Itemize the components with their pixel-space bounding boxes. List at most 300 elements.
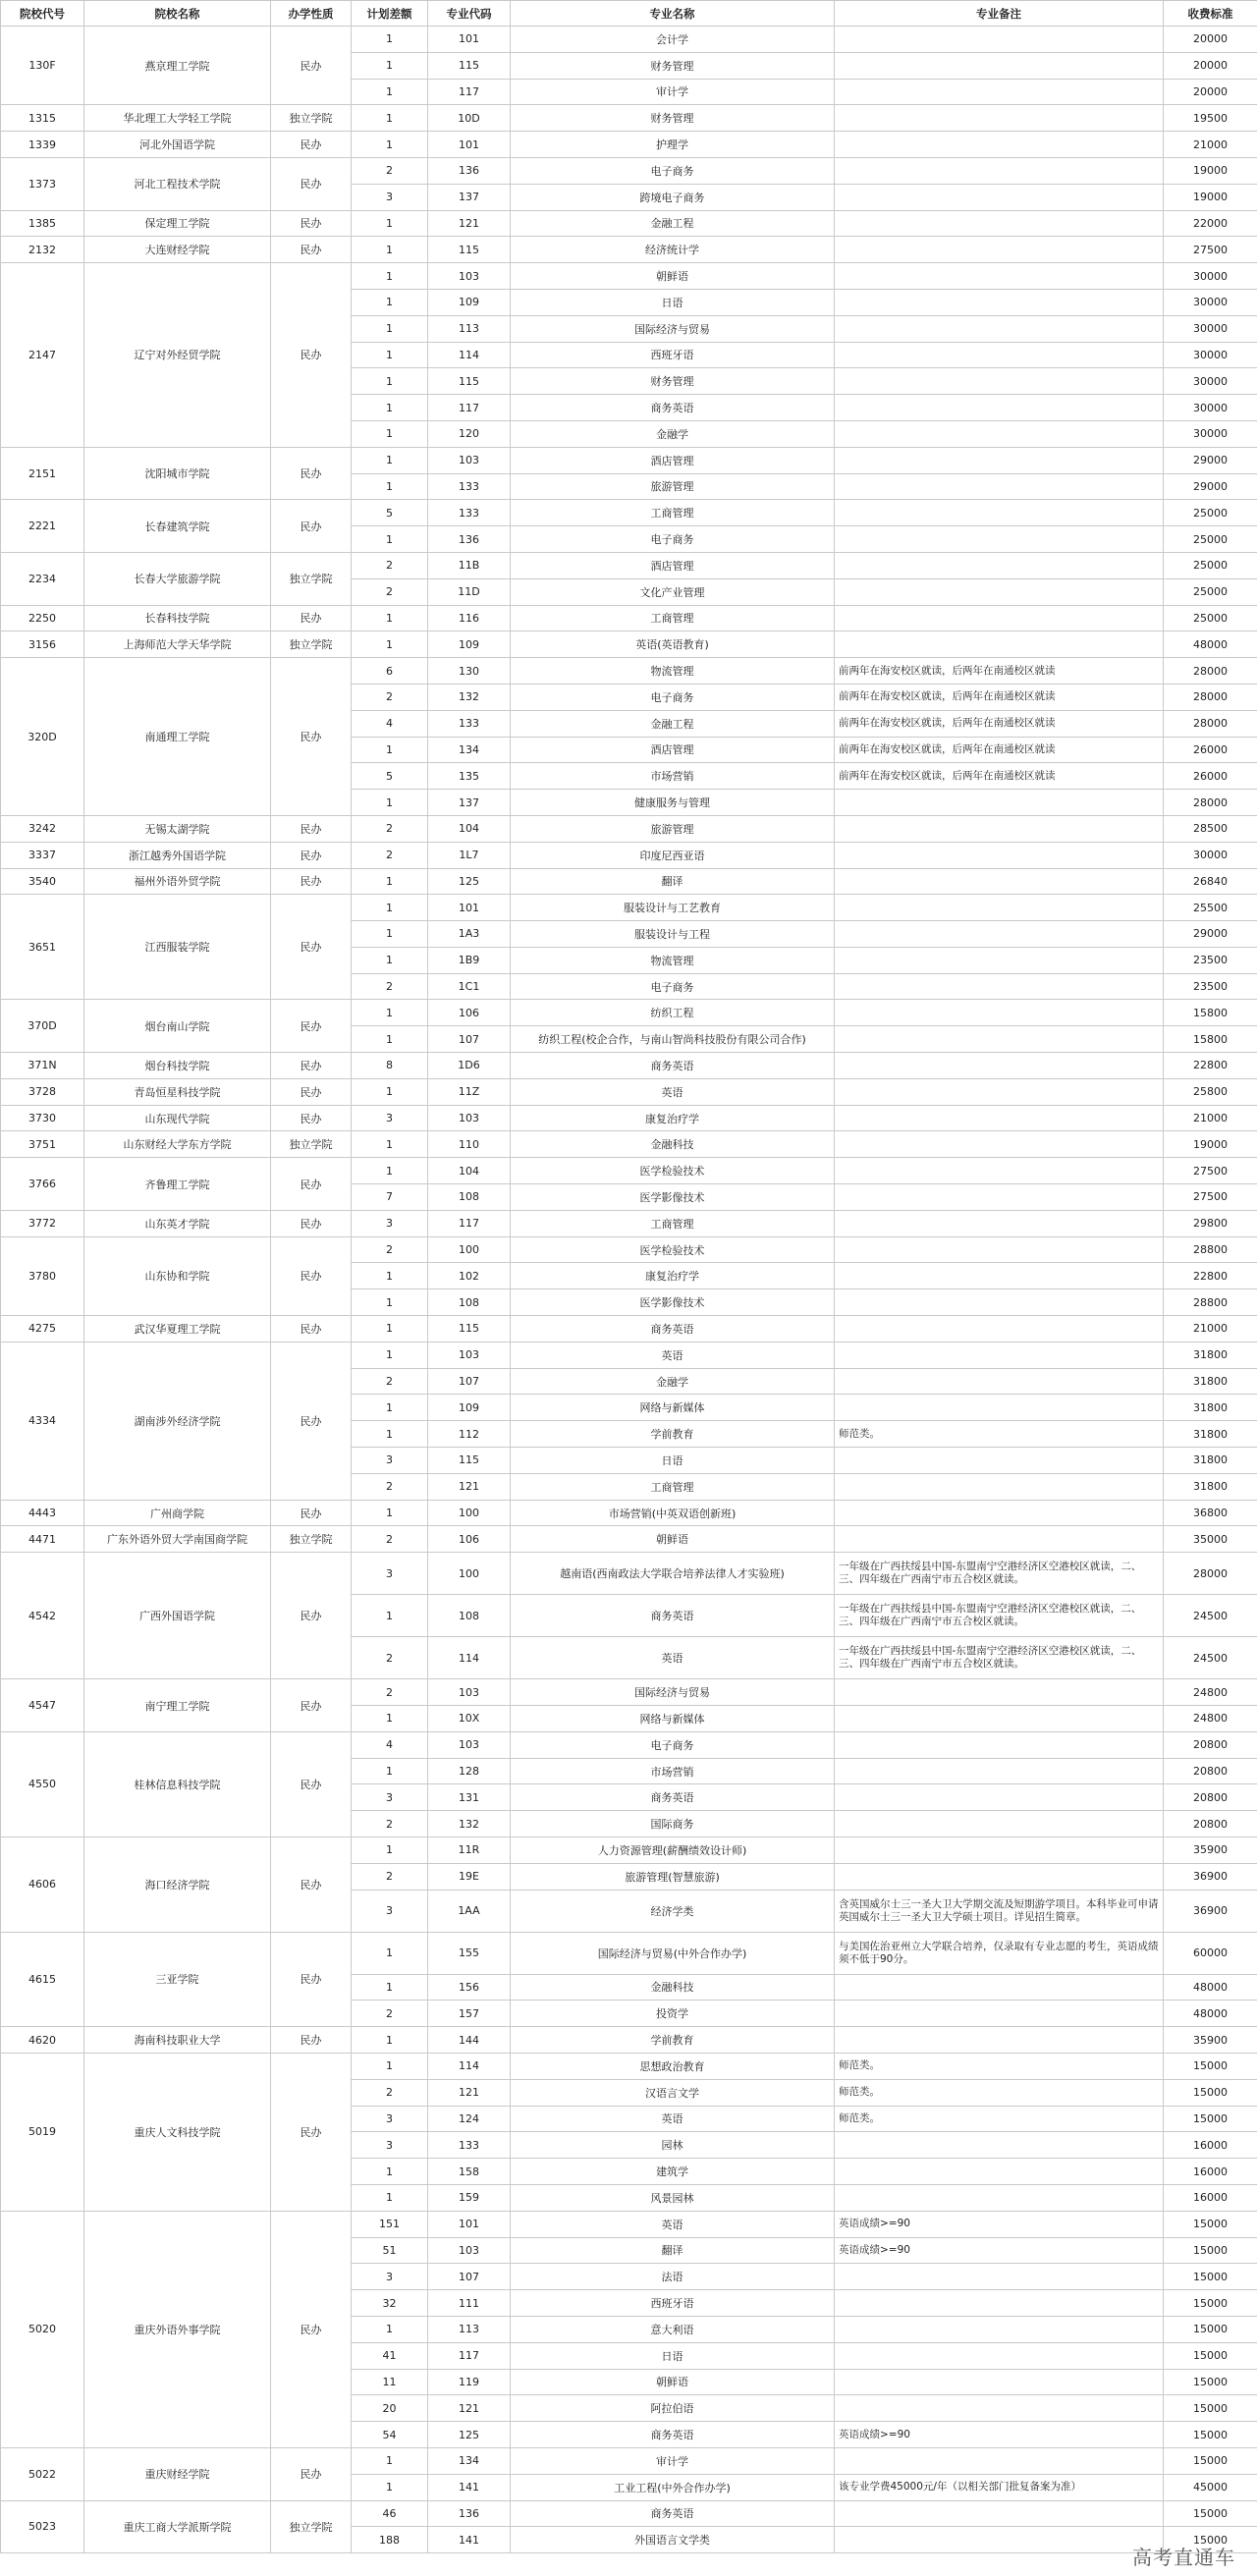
school-code-cell: 3766: [1, 1158, 84, 1211]
school-type-cell: 民办: [271, 2211, 352, 2447]
school-code-cell: 3337: [1, 842, 84, 868]
table-row: [1, 500, 1257, 526]
major-code-cell: 102: [428, 1263, 511, 1289]
major-name-cell: 西班牙语: [511, 342, 835, 368]
table-row: [1, 2500, 1257, 2527]
major-name-cell: 英语(英语教育): [511, 631, 835, 658]
tuition-cell: 15000: [1164, 2106, 1257, 2132]
major-name-cell: 学前教育: [511, 1421, 835, 1448]
school-type-cell: 民办: [271, 1053, 352, 1079]
school-name-cell: 福州外语外贸学院: [84, 868, 271, 895]
major-note-cell: [835, 184, 1164, 210]
school-code-cell: 4606: [1, 1837, 84, 1933]
plan-gap-cell: 1: [352, 2316, 428, 2342]
major-note-cell: [835, 947, 1164, 973]
table-row: [1, 552, 1257, 578]
major-code-cell: 106: [428, 1000, 511, 1026]
table-header: [1, 1, 1257, 27]
school-code-cell: 4615: [1, 1932, 84, 2027]
major-name-cell: 商务英语: [511, 1595, 835, 1637]
column-header: 收费标准: [1164, 1, 1257, 27]
school-type-cell: 独立学院: [271, 631, 352, 658]
major-name-cell: 国际经济与贸易: [511, 1679, 835, 1706]
tuition-cell: 30000: [1164, 842, 1257, 868]
major-code-cell: 156: [428, 1974, 511, 2001]
school-name-cell: 广州商学院: [84, 1500, 271, 1526]
school-code-cell: 371N: [1, 1053, 84, 1079]
table-row: [1, 1500, 1257, 1526]
major-note-cell: [835, 1236, 1164, 1263]
column-header: 专业代码: [428, 1, 511, 27]
school-code-cell: 5022: [1, 2447, 84, 2500]
school-code-cell: 4275: [1, 1316, 84, 1343]
major-name-cell: 物流管理: [511, 947, 835, 973]
table-row: [1, 1053, 1257, 1079]
major-note-cell: [835, 1026, 1164, 1053]
table-row: [1, 1210, 1257, 1236]
major-note-cell: [835, 2132, 1164, 2159]
major-name-cell: 财务管理: [511, 52, 835, 79]
major-note-cell: [835, 1263, 1164, 1289]
table-row: [1, 1342, 1257, 1368]
major-note-cell: [835, 1368, 1164, 1395]
major-code-cell: 133: [428, 710, 511, 737]
major-note-cell: [835, 395, 1164, 421]
school-code-cell: 3728: [1, 1078, 84, 1105]
tuition-cell: 19500: [1164, 105, 1257, 132]
school-type-cell: 民办: [271, 27, 352, 105]
tuition-cell: 16000: [1164, 2184, 1257, 2211]
major-name-cell: 越南语(西南政法大学联合培养法律人才实验班): [511, 1553, 835, 1595]
school-type-cell: 民办: [271, 1553, 352, 1679]
tuition-cell: 30000: [1164, 289, 1257, 315]
table-row: [1, 210, 1257, 237]
plan-gap-cell: 1: [352, 1026, 428, 1053]
major-note-cell: [835, 815, 1164, 842]
plan-gap-cell: 1: [352, 1158, 428, 1184]
tuition-cell: 28800: [1164, 1289, 1257, 1316]
column-header: 专业名称: [511, 1, 835, 27]
tuition-cell: 27500: [1164, 1158, 1257, 1184]
plan-gap-cell: 3: [352, 2264, 428, 2290]
plan-gap-cell: 2: [352, 1679, 428, 1706]
major-note-cell: 前两年在海安校区就读，后两年在南通校区就读: [835, 763, 1164, 790]
major-name-cell: 商务英语: [511, 2422, 835, 2448]
major-code-cell: 103: [428, 1679, 511, 1706]
column-header: 计划差额: [352, 1, 428, 27]
major-note-cell: [835, 1131, 1164, 1158]
major-code-cell: 114: [428, 342, 511, 368]
tuition-cell: 48000: [1164, 1974, 1257, 2001]
tuition-cell: 25000: [1164, 605, 1257, 631]
major-name-cell: 投资学: [511, 2001, 835, 2027]
major-note-cell: [835, 842, 1164, 868]
table-body: [1, 27, 1257, 2553]
major-name-cell: 朝鲜语: [511, 2369, 835, 2395]
major-code-cell: 155: [428, 1932, 511, 1974]
major-code-cell: 136: [428, 157, 511, 184]
major-note-cell: [835, 2027, 1164, 2054]
major-note-cell: [835, 2369, 1164, 2395]
major-note-cell: [835, 132, 1164, 158]
tuition-cell: 29000: [1164, 473, 1257, 500]
major-name-cell: 电子商务: [511, 526, 835, 553]
tuition-cell: 27500: [1164, 237, 1257, 263]
major-name-cell: 旅游管理(智慧旅游): [511, 1863, 835, 1890]
school-name-cell: 长春大学旅游学院: [84, 552, 271, 605]
school-code-cell: 3651: [1, 895, 84, 1000]
tuition-cell: 15000: [1164, 2316, 1257, 2342]
school-type-cell: 独立学院: [271, 1526, 352, 1553]
major-code-cell: 132: [428, 684, 511, 710]
plan-gap-cell: 2: [352, 815, 428, 842]
table-row: [1, 2027, 1257, 2054]
school-type-cell: 民办: [271, 1158, 352, 1211]
major-name-cell: 医学检验技术: [511, 1236, 835, 1263]
plan-gap-cell: 3: [352, 1784, 428, 1811]
major-name-cell: 英语: [511, 1637, 835, 1679]
table-row: [1, 1105, 1257, 1131]
major-note-cell: [835, 2316, 1164, 2342]
major-code-cell: 107: [428, 1026, 511, 1053]
school-code-cell: 4620: [1, 2027, 84, 2054]
major-code-cell: 117: [428, 79, 511, 105]
major-name-cell: 日语: [511, 1448, 835, 1474]
major-code-cell: 109: [428, 631, 511, 658]
major-name-cell: 商务英语: [511, 2500, 835, 2527]
major-note-cell: [835, 921, 1164, 948]
plan-gap-cell: 1: [352, 1000, 428, 1026]
major-code-cell: 115: [428, 1316, 511, 1343]
major-code-cell: 115: [428, 1448, 511, 1474]
tuition-cell: 15000: [1164, 2342, 1257, 2369]
major-code-cell: 11B: [428, 552, 511, 578]
major-code-cell: 103: [428, 263, 511, 290]
plan-gap-cell: 5: [352, 500, 428, 526]
major-code-cell: 121: [428, 1473, 511, 1500]
major-code-cell: 104: [428, 1158, 511, 1184]
school-name-cell: 齐鲁理工学院: [84, 1158, 271, 1211]
plan-gap-cell: 1: [352, 420, 428, 447]
tuition-cell: 27500: [1164, 1184, 1257, 1211]
tuition-cell: 26000: [1164, 737, 1257, 763]
school-code-cell: 2234: [1, 552, 84, 605]
major-name-cell: 医学检验技术: [511, 1158, 835, 1184]
tuition-cell: 19000: [1164, 184, 1257, 210]
major-code-cell: 10X: [428, 1706, 511, 1732]
major-name-cell: 电子商务: [511, 684, 835, 710]
tuition-cell: 16000: [1164, 2132, 1257, 2159]
table-row: [1, 1316, 1257, 1343]
major-code-cell: 117: [428, 2342, 511, 2369]
major-name-cell: 日语: [511, 2342, 835, 2369]
major-code-cell: 124: [428, 2106, 511, 2132]
plan-gap-cell: 4: [352, 1731, 428, 1758]
table-row: [1, 1158, 1257, 1184]
major-note-cell: [835, 27, 1164, 53]
plan-gap-cell: 1: [352, 342, 428, 368]
plan-gap-cell: 4: [352, 710, 428, 737]
tuition-cell: 21000: [1164, 132, 1257, 158]
major-name-cell: 电子商务: [511, 157, 835, 184]
tuition-cell: 31800: [1164, 1368, 1257, 1395]
plan-gap-cell: 11: [352, 2369, 428, 2395]
major-note-cell: [835, 500, 1164, 526]
tuition-cell: 21000: [1164, 1105, 1257, 1131]
tuition-cell: 19000: [1164, 1131, 1257, 1158]
school-type-cell: 民办: [271, 1105, 352, 1131]
tuition-cell: 25000: [1164, 500, 1257, 526]
major-note-cell: [835, 2447, 1164, 2474]
plan-gap-cell: 2: [352, 973, 428, 1000]
school-code-cell: 4443: [1, 1500, 84, 1526]
plan-gap-cell: 2: [352, 684, 428, 710]
plan-gap-cell: 20: [352, 2395, 428, 2422]
tuition-cell: 22000: [1164, 210, 1257, 237]
plan-gap-cell: 2: [352, 552, 428, 578]
table-row: [1, 1731, 1257, 1758]
school-code-cell: 2250: [1, 605, 84, 631]
tuition-cell: 15000: [1164, 2237, 1257, 2264]
plan-gap-cell: 1: [352, 237, 428, 263]
major-code-cell: 1C1: [428, 973, 511, 1000]
major-note-cell: [835, 2001, 1164, 2027]
major-name-cell: 康复治疗学: [511, 1263, 835, 1289]
plan-gap-cell: 1: [352, 2053, 428, 2079]
major-name-cell: 风景园林: [511, 2184, 835, 2211]
tuition-cell: 15000: [1164, 2447, 1257, 2474]
major-note-cell: 师范类。: [835, 1421, 1164, 1448]
school-code-cell: 5023: [1, 2500, 84, 2553]
table-row: [1, 263, 1257, 290]
major-name-cell: 服装设计与工程: [511, 921, 835, 948]
plan-gap-cell: 2: [352, 157, 428, 184]
table-row: [1, 157, 1257, 184]
school-type-cell: 民办: [271, 1236, 352, 1315]
tuition-cell: 20800: [1164, 1758, 1257, 1784]
major-name-cell: 酒店管理: [511, 552, 835, 578]
major-code-cell: 103: [428, 1105, 511, 1131]
plan-gap-cell: 1: [352, 895, 428, 921]
major-code-cell: 157: [428, 2001, 511, 2027]
header-row: [1, 1, 1257, 27]
major-name-cell: 国际经济与贸易: [511, 315, 835, 342]
major-note-cell: [835, 237, 1164, 263]
school-type-cell: 民办: [271, 658, 352, 816]
major-note-cell: [835, 263, 1164, 290]
plan-gap-cell: 6: [352, 658, 428, 685]
plan-gap-cell: 1: [352, 473, 428, 500]
school-code-cell: 3751: [1, 1131, 84, 1158]
major-note-cell: [835, 1000, 1164, 1026]
major-note-cell: [835, 1526, 1164, 1553]
table-row: [1, 1000, 1257, 1026]
major-note-cell: 师范类。: [835, 2053, 1164, 2079]
major-code-cell: 103: [428, 1731, 511, 1758]
tuition-cell: 30000: [1164, 263, 1257, 290]
school-type-cell: 民办: [271, 157, 352, 210]
table-row: [1, 1078, 1257, 1105]
major-name-cell: 健康服务与管理: [511, 790, 835, 816]
major-code-cell: 19E: [428, 1863, 511, 1890]
major-note-cell: [835, 1395, 1164, 1421]
major-name-cell: 旅游管理: [511, 815, 835, 842]
tuition-cell: 45000: [1164, 2474, 1257, 2500]
tuition-cell: 15000: [1164, 2527, 1257, 2553]
school-type-cell: 独立学院: [271, 1131, 352, 1158]
school-code-cell: 4334: [1, 1342, 84, 1500]
school-name-cell: 长春建筑学院: [84, 500, 271, 553]
major-note-cell: [835, 1210, 1164, 1236]
column-header: 院校代号: [1, 1, 84, 27]
table-row: [1, 447, 1257, 473]
major-name-cell: 金融科技: [511, 1974, 835, 2001]
school-name-cell: 河北外国语学院: [84, 132, 271, 158]
major-code-cell: 11Z: [428, 1078, 511, 1105]
plan-gap-cell: 1: [352, 2027, 428, 2054]
tuition-cell: 24500: [1164, 1595, 1257, 1637]
major-note-cell: [835, 631, 1164, 658]
plan-gap-cell: 3: [352, 2132, 428, 2159]
plan-gap-cell: 1: [352, 1974, 428, 2001]
major-note-cell: 英语成绩>=90: [835, 2422, 1164, 2448]
major-note-cell: [835, 52, 1164, 79]
school-name-cell: 湖南涉外经济学院: [84, 1342, 271, 1500]
school-name-cell: 广西外国语学院: [84, 1553, 271, 1679]
table-row: [1, 1526, 1257, 1553]
tuition-cell: 15000: [1164, 2053, 1257, 2079]
major-note-cell: [835, 1078, 1164, 1105]
school-code-cell: 4550: [1, 1731, 84, 1836]
school-name-cell: 青岛恒星科技学院: [84, 1078, 271, 1105]
major-code-cell: 159: [428, 2184, 511, 2211]
major-name-cell: 经济统计学: [511, 237, 835, 263]
plan-gap-cell: 1: [352, 263, 428, 290]
plan-gap-cell: 2: [352, 1526, 428, 1553]
major-code-cell: 121: [428, 2079, 511, 2106]
tuition-cell: 36900: [1164, 1890, 1257, 1932]
plan-gap-cell: 1: [352, 1595, 428, 1637]
school-type-cell: 民办: [271, 132, 352, 158]
school-code-cell: 2151: [1, 447, 84, 500]
tuition-cell: 26000: [1164, 763, 1257, 790]
school-type-cell: 民办: [271, 500, 352, 553]
plan-gap-cell: 2: [352, 842, 428, 868]
major-name-cell: 市场营销: [511, 763, 835, 790]
major-note-cell: [835, 578, 1164, 605]
major-note-cell: [835, 1811, 1164, 1837]
major-name-cell: 日语: [511, 289, 835, 315]
school-type-cell: 民办: [271, 815, 352, 842]
tuition-cell: 28000: [1164, 790, 1257, 816]
major-code-cell: 137: [428, 184, 511, 210]
tuition-cell: 20000: [1164, 52, 1257, 79]
tuition-cell: 15000: [1164, 2264, 1257, 2290]
tuition-cell: 15000: [1164, 2422, 1257, 2448]
tuition-cell: 25500: [1164, 895, 1257, 921]
plan-gap-cell: 1: [352, 526, 428, 553]
major-note-cell: [835, 315, 1164, 342]
major-code-cell: 133: [428, 2132, 511, 2159]
major-code-cell: 117: [428, 1210, 511, 1236]
major-code-cell: 132: [428, 1811, 511, 1837]
school-type-cell: 独立学院: [271, 552, 352, 605]
major-name-cell: 外国语言文学类: [511, 2527, 835, 2553]
plan-gap-cell: 188: [352, 2527, 428, 2553]
major-code-cell: 125: [428, 2422, 511, 2448]
school-code-cell: 4542: [1, 1553, 84, 1679]
tuition-cell: 15000: [1164, 2079, 1257, 2106]
school-type-cell: 独立学院: [271, 105, 352, 132]
major-code-cell: 1L7: [428, 842, 511, 868]
tuition-cell: 60000: [1164, 1932, 1257, 1974]
major-name-cell: 西班牙语: [511, 2290, 835, 2317]
school-name-cell: 华北理工大学轻工学院: [84, 105, 271, 132]
school-type-cell: 民办: [271, 1000, 352, 1053]
plan-gap-cell: 1: [352, 868, 428, 895]
tuition-cell: 20000: [1164, 79, 1257, 105]
tuition-cell: 48000: [1164, 631, 1257, 658]
tuition-cell: 48000: [1164, 2001, 1257, 2027]
plan-gap-cell: 1: [352, 2184, 428, 2211]
plan-gap-cell: 1: [352, 1131, 428, 1158]
tuition-cell: 28000: [1164, 658, 1257, 685]
plan-gap-cell: 1: [352, 210, 428, 237]
major-note-cell: [835, 447, 1164, 473]
major-note-cell: 前两年在海安校区就读，后两年在南通校区就读: [835, 710, 1164, 737]
major-code-cell: 108: [428, 1595, 511, 1637]
tuition-cell: 35900: [1164, 2027, 1257, 2054]
major-note-cell: [835, 2527, 1164, 2553]
major-code-cell: 125: [428, 868, 511, 895]
major-name-cell: 财务管理: [511, 368, 835, 395]
plan-gap-cell: 7: [352, 1184, 428, 1211]
major-name-cell: 网络与新媒体: [511, 1706, 835, 1732]
major-name-cell: 朝鲜语: [511, 263, 835, 290]
tuition-cell: 15000: [1164, 2290, 1257, 2317]
table-row: [1, 105, 1257, 132]
tuition-cell: 30000: [1164, 342, 1257, 368]
table-row: [1, 815, 1257, 842]
tuition-cell: 21000: [1164, 1316, 1257, 1343]
major-code-cell: 1D6: [428, 1053, 511, 1079]
major-note-cell: [835, 342, 1164, 368]
school-code-cell: 2132: [1, 237, 84, 263]
major-code-cell: 1AA: [428, 1890, 511, 1932]
major-name-cell: 金融工程: [511, 710, 835, 737]
major-name-cell: 商务英语: [511, 395, 835, 421]
school-type-cell: 民办: [271, 1500, 352, 1526]
school-code-cell: 3780: [1, 1236, 84, 1315]
major-code-cell: 10D: [428, 105, 511, 132]
major-note-cell: [835, 79, 1164, 105]
school-name-cell: 沈阳城市学院: [84, 447, 271, 500]
table-row: [1, 631, 1257, 658]
plan-gap-cell: 1: [352, 2447, 428, 2474]
major-note-cell: [835, 2290, 1164, 2317]
major-note-cell: [835, 2500, 1164, 2527]
major-code-cell: 103: [428, 2237, 511, 2264]
tuition-cell: 20800: [1164, 1811, 1257, 1837]
major-note-cell: 师范类。: [835, 2106, 1164, 2132]
major-code-cell: 135: [428, 763, 511, 790]
plan-gap-cell: 32: [352, 2290, 428, 2317]
table-row: [1, 1679, 1257, 1706]
plan-gap-cell: 1: [352, 395, 428, 421]
major-note-cell: [835, 1158, 1164, 1184]
major-note-cell: 与美国佐治亚州立大学联合培养，仅录取有专业志愿的考生，英语成绩须不低于90分。: [835, 1932, 1164, 1974]
plan-gap-cell: 1: [352, 1706, 428, 1732]
